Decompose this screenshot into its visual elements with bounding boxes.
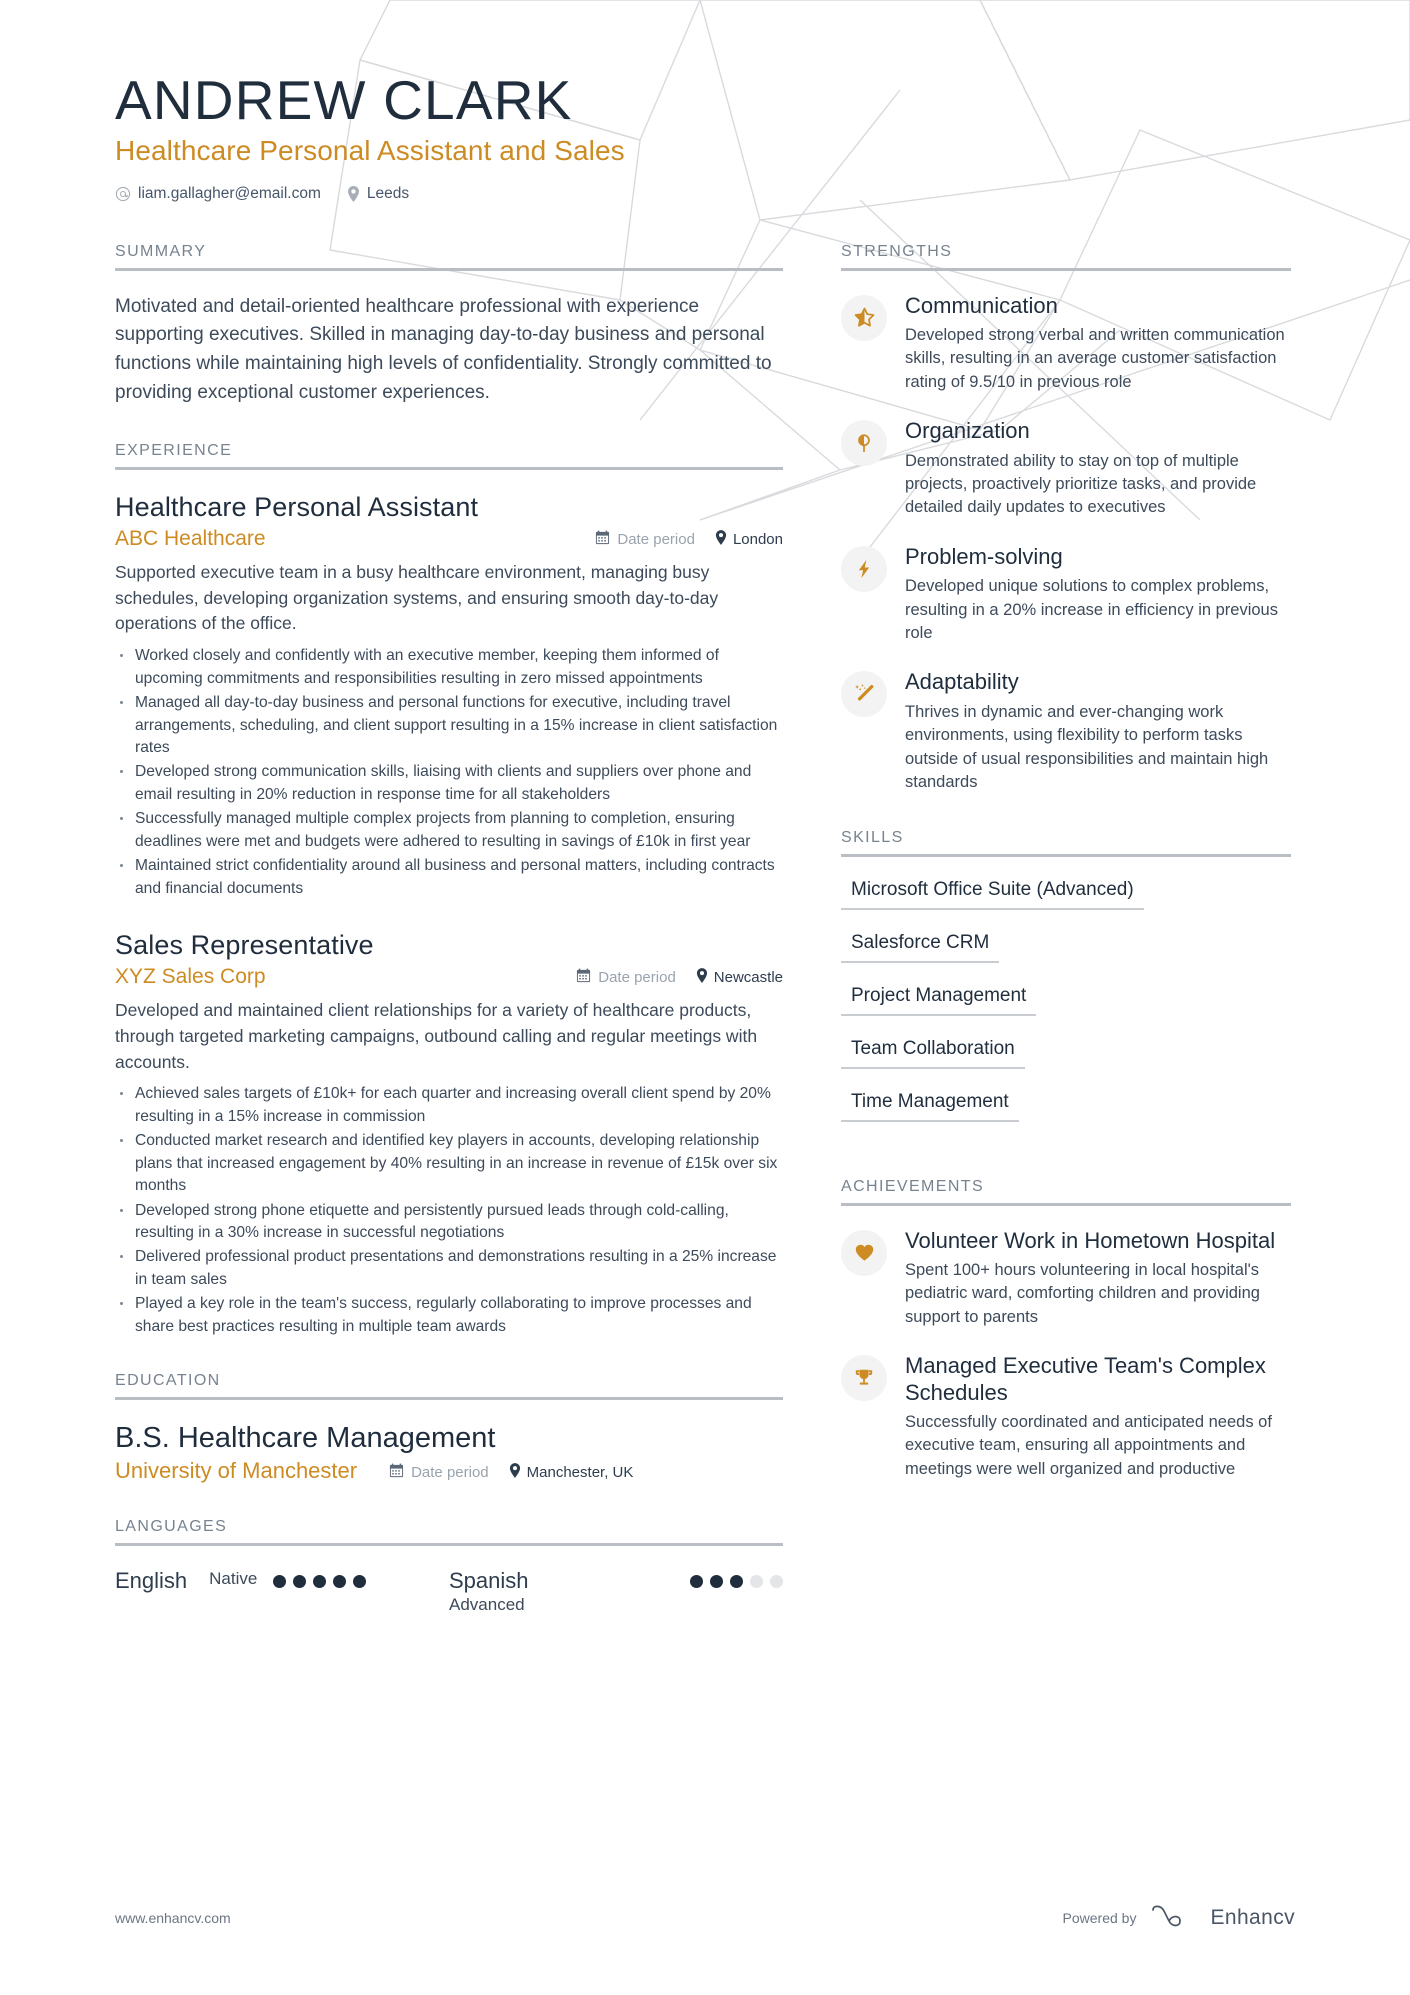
strength-item [841, 669, 1291, 794]
job-location-text: Newcastle [713, 969, 783, 987]
education-meta-row [115, 1458, 783, 1484]
strength-title: Organization [905, 418, 1030, 444]
language-item [449, 1568, 783, 1615]
contact-row [115, 185, 1295, 203]
education-location [509, 1463, 634, 1482]
strength-description: Developed unique solutions to complex problems, resulting in a 20% increase in efficiency in previous role [905, 577, 1278, 643]
strength-item [841, 418, 1291, 520]
list-item: Delivered professional product presentations and demonstrations resulting in a 25% increase in team sales [115, 1246, 783, 1291]
calendar-icon [595, 530, 610, 549]
magic-wand-icon [841, 671, 887, 717]
section-title-experience: EXPERIENCE [115, 442, 783, 470]
language-rating-dots [273, 1568, 366, 1588]
headline: Healthcare Personal Assistant and Sales [115, 134, 625, 166]
skill-tag: Time Management [841, 1091, 1019, 1122]
footer-website[interactable]: www.enhancv.com [115, 1909, 231, 1926]
map-pin-icon [509, 1463, 521, 1482]
achievement-description: Spent 100+ hours volunteering in local hospital's pediatric ward, comforting children and providing support to parents [905, 1260, 1260, 1326]
job-location-text: London [732, 531, 783, 548]
job-role: Healthcare Personal Assistant [115, 492, 479, 522]
rating-dot [313, 1575, 326, 1588]
achievement-title: Volunteer Work in Hometown Hospital [905, 1227, 1276, 1253]
powered-by-block [1063, 1902, 1295, 1933]
education-date [389, 1463, 489, 1482]
list-item: Developed strong communication skills, liaising with clients and suppliers over phone and email resulting in 20% reduction in response time for all stakeholders [115, 761, 783, 806]
resume-header [115, 70, 1295, 203]
contact-location [347, 185, 409, 203]
job-location [715, 530, 783, 549]
calendar-icon [389, 1463, 404, 1482]
page-title: ANDREW CLARK [115, 69, 573, 131]
section-summary [115, 243, 783, 409]
language-name: English [115, 1568, 188, 1594]
strength-description: Demonstrated ability to stay on top of multiple projects, proactively prioritize tasks, and provide detailed daily updates to executives [905, 451, 1257, 517]
calendar-icon [576, 968, 591, 987]
education-school: University of Manchester [115, 1458, 358, 1484]
page-footer [115, 1902, 1295, 1933]
rating-dot [710, 1575, 723, 1588]
section-title-education: EDUCATION [115, 1372, 783, 1400]
rating-dot [730, 1575, 743, 1588]
language-level: Advanced [449, 1595, 525, 1615]
contact-email-text: liam.gallagher@email.com [138, 184, 321, 202]
section-title-skills: SKILLS [841, 829, 1291, 857]
enhancv-logo-icon [1150, 1902, 1196, 1933]
rating-dot [690, 1575, 703, 1588]
powered-by-label: Powered by [1062, 1909, 1137, 1926]
skill-tag: Team Collaboration [841, 1038, 1025, 1069]
section-education [115, 1372, 783, 1484]
job-location [696, 968, 783, 987]
achievement-item [841, 1228, 1291, 1330]
rating-dot [770, 1575, 783, 1588]
brand-name: Enhancv [1210, 1905, 1295, 1929]
section-title-summary: SUMMARY [115, 243, 783, 271]
map-pin-icon [715, 530, 727, 549]
contact-email[interactable] [115, 185, 321, 203]
language-level: Native [209, 1569, 258, 1589]
at-icon [115, 186, 131, 202]
trophy-icon [841, 1355, 887, 1401]
section-title-achievements: ACHIEVEMENTS [841, 1178, 1291, 1206]
list-item: Successfully managed multiple complex projects from planning to completion, ensuring deadlines were met and budgets were adhered to resulting in savings of £10k in first year [115, 808, 783, 853]
list-item: Achieved sales targets of £10k+ for each quarter and increasing overall client spend by 20% resulting in a 15% increase in commission [115, 1083, 783, 1128]
rating-dot [333, 1575, 346, 1588]
job-date-text: Date period [598, 969, 676, 987]
skill-tag: Project Management [841, 985, 1036, 1016]
education-entry [115, 1422, 783, 1484]
half-star-icon [841, 295, 887, 341]
strength-title: Communication [905, 292, 1058, 318]
job-meta-row [115, 527, 783, 551]
job-description: Supported executive team in a busy healthcare environment, managing busy schedules, developing organization systems, and ensuring smooth day-to-day operations of the office. [115, 562, 719, 634]
language-item [115, 1568, 449, 1615]
map-pin-icon [696, 968, 708, 987]
list-item: Played a key role in the team's success, regularly collaborating to improve processes and share best practices resulting in multiple team awards [115, 1293, 783, 1338]
job-date-text: Date period [617, 531, 695, 548]
right-column [841, 243, 1291, 1516]
section-achievements [841, 1178, 1291, 1482]
body-columns [115, 243, 1295, 1650]
achievement-item [841, 1353, 1291, 1481]
list-item: Worked closely and confidently with an executive member, keeping them informed of upcoming commitments and responsibilities resulting in zero missed appointments [115, 645, 783, 690]
education-location-text: Manchester, UK [526, 1464, 634, 1482]
job-meta-row [115, 965, 783, 989]
section-title-languages: LANGUAGES [115, 1518, 783, 1546]
section-title-strengths: STRENGTHS [841, 243, 1291, 271]
language-rating-dots [690, 1568, 783, 1588]
section-languages [115, 1518, 783, 1615]
skill-tag: Salesforce CRM [841, 932, 999, 963]
job-date [595, 530, 695, 549]
education-degree: B.S. Healthcare Management [115, 1422, 496, 1455]
section-experience [115, 442, 783, 1338]
rating-dot [273, 1575, 286, 1588]
job-description: Developed and maintained client relationships for a variety of healthcare products, through targeted marketing campaigns, outbound calling and regular meetings with accounts. [115, 1000, 758, 1072]
rating-dot [750, 1575, 763, 1588]
strength-title: Problem-solving [905, 543, 1063, 569]
summary-text: Motivated and detail-oriented healthcare professional with experience supporting executives. Skilled in managing day-to-day business and personal functions while maintaining high levels of confidentiality. Strongly committed to providing exceptional customer experiences. [115, 295, 772, 404]
experience-entry [115, 492, 783, 900]
job-bullet-list [115, 645, 783, 900]
rating-dot [293, 1575, 306, 1588]
rating-dot [353, 1575, 366, 1588]
job-role: Sales Representative [115, 930, 374, 961]
strength-description: Thrives in dynamic and ever-changing work environments, using flexibility to perform tasks outside of usual responsibilities and maintain high standards [905, 702, 1269, 792]
language-name: Spanish [449, 1568, 529, 1594]
section-skills [841, 829, 1291, 1144]
strength-title: Adaptability [905, 669, 1019, 695]
job-company: XYZ Sales Corp [115, 965, 266, 989]
experience-entry [115, 930, 783, 1338]
skill-tag: Microsoft Office Suite (Advanced) [841, 879, 1144, 910]
heart-icon [841, 1230, 887, 1276]
pin-bulb-icon [841, 420, 887, 466]
section-strengths [841, 243, 1291, 795]
list-item: Developed strong phone etiquette and persistently pursued leads through cold-calling, resulting in a 30% increase in successful negotiations [115, 1200, 783, 1245]
strength-description: Developed strong verbal and written communication skills, resulting in an average customer satisfaction rating of 9.5/10 in previous role [905, 325, 1285, 391]
list-item: Maintained strict confidentiality around all business and personal matters, including contracts and financial documents [115, 855, 783, 900]
strength-item [841, 293, 1291, 395]
strength-item [841, 544, 1291, 646]
achievement-description: Successfully coordinated and anticipated needs of executive team, ensuring all appointments and meetings were well organized and productive [905, 1412, 1272, 1478]
job-company: ABC Healthcare [115, 527, 266, 550]
job-date [576, 968, 676, 987]
map-pin-icon [347, 186, 360, 202]
contact-location-text: Leeds [366, 184, 410, 202]
list-item: Conducted market research and identified key players in accounts, developing relationship plans that increased engagement by 40% resulting in an increase in revenue of £15k over six months [115, 1130, 783, 1197]
list-item: Managed all day-to-day business and personal functions for executive, including travel arrangements, scheduling, and client support resulting in a 15% increase in client satisfaction rates [115, 692, 783, 759]
lightning-bolt-icon [841, 546, 887, 592]
job-bullet-list [115, 1083, 783, 1338]
achievement-title: Managed Executive Team's Complex Schedules [905, 1353, 1266, 1405]
left-column [115, 243, 783, 1650]
education-date-text: Date period [411, 1464, 489, 1482]
language-grid [115, 1568, 783, 1615]
